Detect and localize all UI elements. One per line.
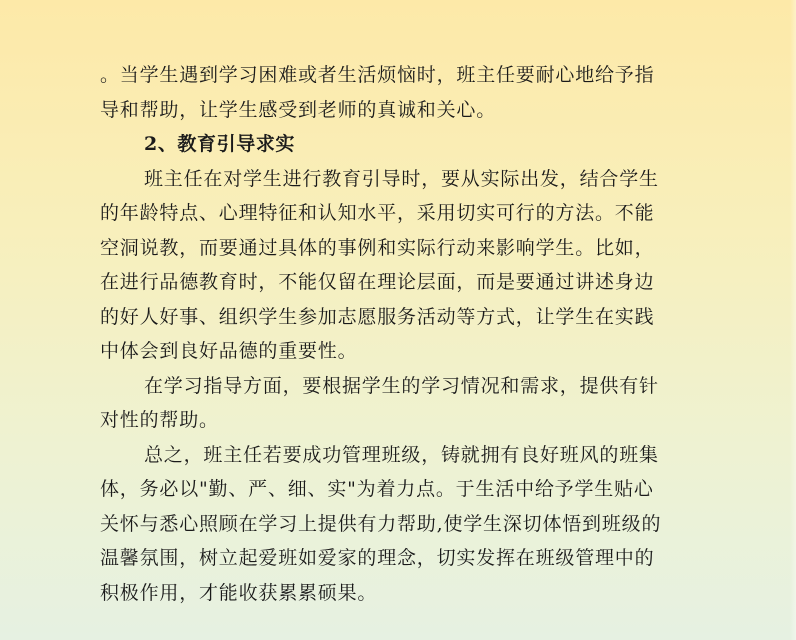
text-line: 积极作用，才能收获累累硕果。 — [100, 581, 378, 604]
page-edge — [790, 0, 796, 640]
text-line: 温馨氛围，树立起爱班如爱家的理念，切实发挥在班级管理中的 — [100, 547, 655, 569]
paragraph-1 — [100, 58, 720, 127]
text-line: 班主任在对学生进行教育引导时，要从实际出发，结合学生 — [144, 167, 659, 190]
text-line: 在进行品德教育时，不能仅留在理论层面，而是要通过讲述身边 — [100, 271, 655, 293]
text-line: 导和帮助，让学生感受到老师的真诚和关心。 — [100, 98, 497, 121]
text-line: 体，务必以"勤、严、细、实"为着力点。于生活中给予学生贴心 — [100, 478, 654, 500]
text-line: 。当学生遇到学习困难或者生活烦恼时，班主任要耐心地给予指 — [100, 64, 655, 86]
section-heading: 2、教育引导求实 — [144, 133, 296, 155]
text-line: 关怀与悉心照顾在学习上提供有力帮助,使学生深切体悟到班级的 — [100, 512, 662, 535]
paragraph-2 — [100, 162, 720, 369]
text-line: 对性的帮助。 — [100, 409, 219, 431]
text-line: 的好人好事、组织学生参加志愿服务活动等方式，让学生在实践 — [100, 305, 655, 328]
text-line: 中体会到良好品德的重要性。 — [100, 340, 358, 362]
text-line: 在学习指导方面，要根据学生的学习情况和需求，提供有针 — [144, 374, 659, 397]
paragraph-3 — [100, 369, 720, 438]
text-line: 总之，班主任若要成功管理班级，铸就拥有良好班风的班集 — [144, 443, 659, 466]
document-page — [100, 58, 720, 610]
text-line: 空洞说教，而要通过具体的事例和实际行动来影响学生。比如， — [100, 236, 655, 259]
text-line: 的年龄特点、心理特征和认知水平，采用切实可行的方法。不能 — [100, 202, 655, 224]
paragraph-4 — [100, 438, 720, 611]
